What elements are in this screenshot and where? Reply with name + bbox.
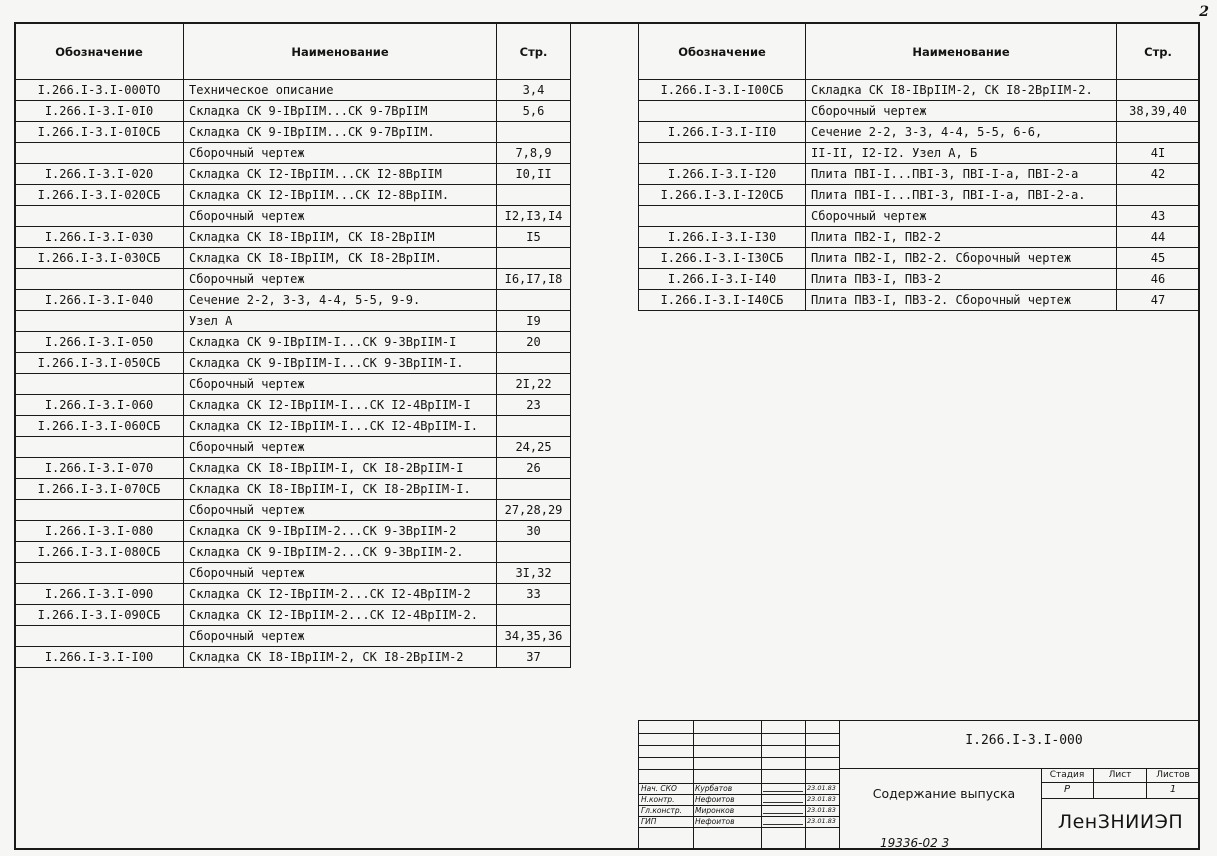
name-cell: Складка СК I8-IВрIIМ-2, СК I8-2ВрIIМ-2. — [806, 80, 1117, 101]
contents-table-left — [14, 23, 571, 668]
page-cell: 4I — [1117, 143, 1200, 164]
name-cell: Плита ПВ3-I, ПВ3-2. Сборочный чертеж — [806, 290, 1117, 311]
table-row — [639, 206, 1200, 227]
name-cell: Складка СК I2-IВрIIМ...СК I2-8ВрIIМ — [184, 164, 497, 185]
designation-cell: I.266.I-3.I-090 — [15, 584, 184, 605]
table-row — [15, 122, 571, 143]
table-row — [15, 416, 571, 437]
name-cell: Сечение 2-2, 3-3, 4-4, 5-5, 9-9. — [184, 290, 497, 311]
designation-cell — [15, 563, 184, 584]
table-row — [15, 605, 571, 626]
name-cell: Складка СК I2-IВрIIМ...СК I2-8ВрIIМ. — [184, 185, 497, 206]
designation-cell: I.266.I-3.I-I00СБ — [639, 80, 806, 101]
designation-cell: I.266.I-3.I-080 — [15, 521, 184, 542]
column-header-designation: Обозначение — [639, 24, 806, 80]
page-cell: 30 — [497, 521, 571, 542]
designation-cell — [639, 206, 806, 227]
name-cell: Сборочный чертеж — [184, 143, 497, 164]
table-row — [15, 206, 571, 227]
page-cell: 3,4 — [497, 80, 571, 101]
page-cell — [1117, 122, 1200, 143]
name-cell: Складка СК 9-IВрIIМ-2...СК 9-3ВрIIМ-2. — [184, 542, 497, 563]
sheets-value: 1 — [1147, 782, 1200, 798]
table-row — [639, 248, 1200, 269]
page-cell: 20 — [497, 332, 571, 353]
designation-cell: I.266.I-3.I-080СБ — [15, 542, 184, 563]
table-row — [639, 227, 1200, 248]
name-cell: Сборочный чертеж — [184, 500, 497, 521]
table-row — [15, 395, 571, 416]
table-row — [15, 269, 571, 290]
page-cell — [497, 353, 571, 374]
name-cell: Складка СК I2-IВрIIМ-I...СК I2-4ВрIIМ-I — [184, 395, 497, 416]
column-header-page: Стр. — [1117, 24, 1200, 80]
designation-cell: I.266.I-3.I-I40 — [639, 269, 806, 290]
page-cell: 47 — [1117, 290, 1200, 311]
page-cell: 34,35,36 — [497, 626, 571, 647]
contents-table-right — [638, 23, 1200, 311]
designation-cell: I.266.I-3.I-040 — [15, 290, 184, 311]
page-cell: 43 — [1117, 206, 1200, 227]
sheet-label: Лист — [1094, 768, 1147, 782]
designation-cell: I.266.I-3.I-I00 — [15, 647, 184, 668]
name-cell: Складка СК I8-IВрIIМ-I, СК I8-2ВрIIМ-I. — [184, 479, 497, 500]
designation-cell: I.266.I-3.I-020 — [15, 164, 184, 185]
designation-cell: I.266.I-3.I-0I0 — [15, 101, 184, 122]
name-cell: Складка СК I8-IВрIIМ, СК I8-2ВрIIМ — [184, 227, 497, 248]
designation-cell — [15, 374, 184, 395]
table-row — [639, 143, 1200, 164]
table-row — [639, 164, 1200, 185]
designation-cell — [15, 206, 184, 227]
page-cell: 7,8,9 — [497, 143, 571, 164]
page-cell: 45 — [1117, 248, 1200, 269]
name-cell: Сборочный чертеж — [184, 374, 497, 395]
name-cell: Сборочный чертеж — [184, 269, 497, 290]
name-cell: Узел А — [184, 311, 497, 332]
designation-cell: I.266.I-3.I-0I0СБ — [15, 122, 184, 143]
table-row — [15, 185, 571, 206]
page-cell — [1117, 80, 1200, 101]
table-row — [15, 311, 571, 332]
designation-cell: I.266.I-3.I-I20СБ — [639, 185, 806, 206]
column-header-page: Стр. — [497, 24, 571, 80]
designation-cell: I.266.I-3.I-060СБ — [15, 416, 184, 437]
designation-cell: I.266.I-3.I-030 — [15, 227, 184, 248]
designation-cell: I.266.I-3.I-060 — [15, 395, 184, 416]
name-cell: Сборочный чертеж — [806, 206, 1117, 227]
table-row — [15, 584, 571, 605]
page-cell: 44 — [1117, 227, 1200, 248]
designation-cell — [639, 101, 806, 122]
designation-cell: I.266.I-3.I-I30 — [639, 227, 806, 248]
designation-cell: I.266.I-3.I-000ТО — [15, 80, 184, 101]
name-cell: Плита ПВ3-I, ПВ3-2 — [806, 269, 1117, 290]
title-block: Нач. СКО Курбатов 23.01.83 Н.контр. Нефоитов 23.01.83 Гл.констр. Миронков 23.01.83 ГИП Нефоитов 23.01.83 I.266.I-3.I-000 Содержание выпуска Стадия Лист Листов Р 1 ЛенЗНИИЭП — [638, 720, 1199, 848]
designation-cell: I.266.I-3.I-050СБ — [15, 353, 184, 374]
sheet-value — [1094, 782, 1147, 798]
stage-label: Стадия — [1041, 768, 1094, 782]
table-row — [15, 101, 571, 122]
name-cell: Складка СК I8-IВрIIМ, СК I8-2ВрIIМ. — [184, 248, 497, 269]
page-cell: 33 — [497, 584, 571, 605]
designation-cell — [639, 143, 806, 164]
stage-value: Р — [1041, 782, 1094, 798]
page-cell — [497, 248, 571, 269]
column-header-designation: Обозначение — [15, 24, 184, 80]
name-cell: Сборочный чертеж — [184, 206, 497, 227]
name-cell: Техническое описание — [184, 80, 497, 101]
sheets-label: Листов — [1147, 768, 1200, 782]
table-row — [15, 458, 571, 479]
page-cell: 27,28,29 — [497, 500, 571, 521]
designation-cell: I.266.I-3.I-II0 — [639, 122, 806, 143]
stage-values — [1041, 782, 1200, 799]
designation-cell — [15, 143, 184, 164]
name-cell: Сборочный чертеж — [806, 101, 1117, 122]
name-cell: Сечение 2-2, 3-3, 4-4, 5-5, 6-6, — [806, 122, 1117, 143]
page-cell: 24,25 — [497, 437, 571, 458]
name-cell: Складка СК 9-IВрIIМ-2...СК 9-3ВрIIМ-2 — [184, 521, 497, 542]
table-body-right — [639, 80, 1200, 311]
signature-mark — [763, 820, 803, 825]
name-cell: II-II, I2-I2. Узел А, Б — [806, 143, 1117, 164]
table-row — [15, 248, 571, 269]
table-row — [15, 332, 571, 353]
designation-cell: I.266.I-3.I-I30СБ — [639, 248, 806, 269]
name-cell: Складка СК 9-IВрIIМ...СК 9-7ВрIIМ. — [184, 122, 497, 143]
designation-cell — [15, 500, 184, 521]
designation-cell — [15, 626, 184, 647]
page-cell: 42 — [1117, 164, 1200, 185]
name-cell: Плита ПВI-I...ПВI-3, ПВI-I-а, ПВI-2-а. — [806, 185, 1117, 206]
archive-number: 19336-02 3 — [880, 836, 950, 850]
page-cell — [497, 416, 571, 437]
table-row — [15, 500, 571, 521]
table-row — [15, 626, 571, 647]
table-row — [15, 437, 571, 458]
table-row — [15, 647, 571, 668]
designation-cell: I.266.I-3.I-070СБ — [15, 479, 184, 500]
column-header-name: Наименование — [184, 24, 497, 80]
designation-cell: I.266.I-3.I-090СБ — [15, 605, 184, 626]
table-row — [639, 269, 1200, 290]
page-cell — [497, 122, 571, 143]
page-cell: 5,6 — [497, 101, 571, 122]
table-row — [639, 290, 1200, 311]
name-cell: Сборочный чертеж — [184, 563, 497, 584]
signature-mark — [763, 809, 803, 814]
table-row — [15, 227, 571, 248]
page-cell: 37 — [497, 647, 571, 668]
name-cell: Плита ПВ2-I, ПВ2-2. Сборочный чертеж — [806, 248, 1117, 269]
page-cell — [497, 605, 571, 626]
page-cell: 26 — [497, 458, 571, 479]
designation-cell — [15, 311, 184, 332]
signature-mark — [763, 787, 803, 792]
table-row — [15, 80, 571, 101]
name-cell: Складка СК I2-IВрIIМ-2...СК I2-4ВрIIМ-2. — [184, 605, 497, 626]
table-row — [15, 374, 571, 395]
name-cell: Плита ПВ2-I, ПВ2-2 — [806, 227, 1117, 248]
page-cell: I6,I7,I8 — [497, 269, 571, 290]
page-cell — [497, 479, 571, 500]
table-row — [639, 185, 1200, 206]
organization-name: ЛенЗНИИЭП — [1057, 811, 1184, 833]
page-cell: I2,I3,I4 — [497, 206, 571, 227]
document-title: Содержание выпуска — [872, 786, 1016, 801]
page-cell: I9 — [497, 311, 571, 332]
name-cell: Сборочный чертеж — [184, 626, 497, 647]
designation-cell: I.266.I-3.I-020СБ — [15, 185, 184, 206]
sheet-corner-number: 2 — [1199, 4, 1209, 20]
table-row — [15, 563, 571, 584]
table-row — [639, 80, 1200, 101]
column-header-name: Наименование — [806, 24, 1117, 80]
name-cell: Складка СК 9-IВрIIМ-I...СК 9-3ВрIIМ-I — [184, 332, 497, 353]
page-cell: 23 — [497, 395, 571, 416]
table-row — [639, 101, 1200, 122]
designation-cell: I.266.I-3.I-050 — [15, 332, 184, 353]
table-row — [15, 521, 571, 542]
table-row — [15, 542, 571, 563]
designation-cell — [15, 269, 184, 290]
table-row — [15, 353, 571, 374]
table-row — [639, 122, 1200, 143]
signature-mark — [763, 798, 803, 803]
page-cell — [497, 290, 571, 311]
page-cell: 2I,22 — [497, 374, 571, 395]
document-designation: I.266.I-3.I-000 — [965, 733, 1083, 748]
table-row — [15, 479, 571, 500]
table-body-left — [15, 80, 571, 668]
designation-cell: I.266.I-3.I-070 — [15, 458, 184, 479]
page-cell: 3I,32 — [497, 563, 571, 584]
page-cell — [497, 542, 571, 563]
name-cell: Складка СК 9-IВрIIМ-I...СК 9-3ВрIIМ-I. — [184, 353, 497, 374]
page-cell — [1117, 185, 1200, 206]
name-cell: Складка СК 9-IВрIIМ...СК 9-7ВрIIМ — [184, 101, 497, 122]
name-cell: Складка СК I8-IВрIIМ-I, СК I8-2ВрIIМ-I — [184, 458, 497, 479]
page-cell: 46 — [1117, 269, 1200, 290]
name-cell: Складка СК I8-IВрIIМ-2, СК I8-2ВрIIМ-2 — [184, 647, 497, 668]
table-row — [15, 164, 571, 185]
page-cell: I5 — [497, 227, 571, 248]
page-cell: I0,II — [497, 164, 571, 185]
name-cell: Складка СК I2-IВрIIМ-I...СК I2-4ВрIIМ-I. — [184, 416, 497, 437]
designation-cell: I.266.I-3.I-I40СБ — [639, 290, 806, 311]
stage-header — [1041, 768, 1200, 783]
name-cell: Плита ПВI-I...ПВI-3, ПВI-I-а, ПВI-2-а — [806, 164, 1117, 185]
designation-cell — [15, 437, 184, 458]
page-cell — [497, 185, 571, 206]
table-row — [15, 143, 571, 164]
table-row — [15, 290, 571, 311]
designation-cell: I.266.I-3.I-030СБ — [15, 248, 184, 269]
name-cell: Сборочный чертеж — [184, 437, 497, 458]
page-cell: 38,39,40 — [1117, 101, 1200, 122]
name-cell: Складка СК I2-IВрIIМ-2...СК I2-4ВрIIМ-2 — [184, 584, 497, 605]
designation-cell: I.266.I-3.I-I20 — [639, 164, 806, 185]
